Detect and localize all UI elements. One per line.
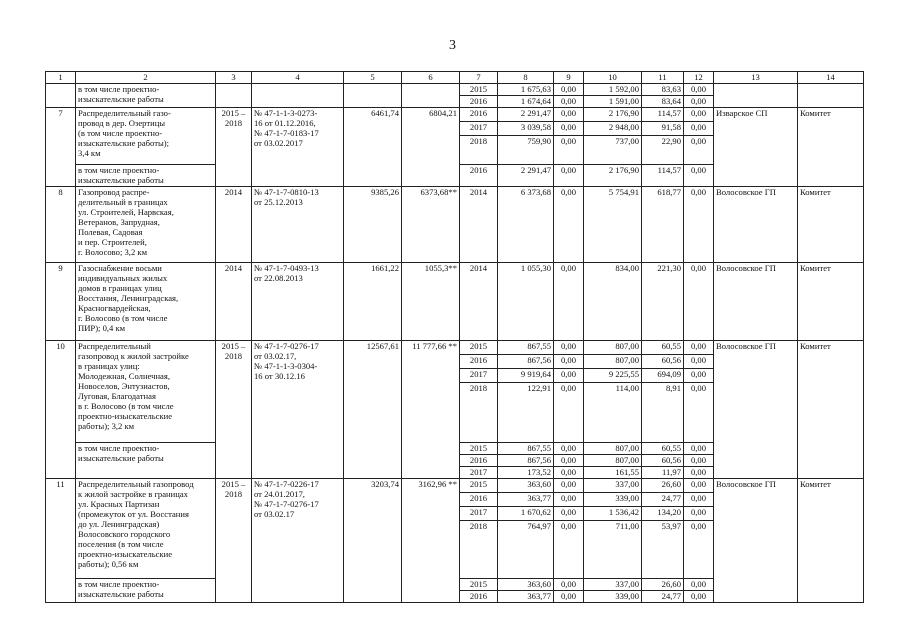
amount-cell: 1 670,62 (498, 507, 554, 521)
amount-cell: 0,00 (554, 165, 584, 187)
year-cell: 2017 (460, 369, 498, 383)
col-header: 1 (46, 72, 76, 84)
amount-cell: 0,00 (684, 591, 714, 603)
amount-cell: 618,77 (642, 187, 684, 263)
amount-cell: 3 039,58 (498, 122, 554, 136)
amount-cell: 363,60 (498, 579, 554, 591)
executor-cell (714, 84, 798, 108)
amount-cell: 83,64 (642, 96, 684, 108)
amount-cell: 0,00 (684, 455, 714, 467)
year-cell: 2016 (460, 493, 498, 507)
amount-cell: 0,00 (684, 443, 714, 455)
executor-cell: Волосовское ГП (714, 187, 798, 263)
cost-cell: 6373,68** (402, 187, 460, 263)
col-header: 6 (402, 72, 460, 84)
cost-cell: 9385,26 (344, 187, 402, 263)
col-header: 4 (252, 72, 344, 84)
cost-cell: 11 777,66 ** (402, 341, 460, 479)
amount-cell: 339,00 (584, 591, 642, 603)
cost-cell: 12567,61 (344, 341, 402, 479)
col-header: 10 (584, 72, 642, 84)
amount-cell: 0,00 (554, 84, 584, 96)
amount-cell: 0,00 (684, 165, 714, 187)
amount-cell: 60,56 (642, 355, 684, 369)
amount-cell: 764,97 (498, 521, 554, 579)
amount-cell: 0,00 (554, 369, 584, 383)
col-header: 14 (798, 72, 864, 84)
amount-cell: 161,55 (584, 467, 642, 479)
amount-cell: 6 373,68 (498, 187, 554, 263)
year-cell: 2016 (460, 455, 498, 467)
year-cell: 2017 (460, 467, 498, 479)
amount-cell: 0,00 (554, 136, 584, 165)
item-number: 8 (46, 187, 76, 263)
amount-cell: 867,55 (498, 443, 554, 455)
amount-cell: 339,00 (584, 493, 642, 507)
amount-cell: 26,60 (642, 579, 684, 591)
cost-cell: 3162,96 ** (402, 479, 460, 603)
col-header: 13 (714, 72, 798, 84)
amount-cell: 807,00 (584, 443, 642, 455)
amount-cell: 9 919,64 (498, 369, 554, 383)
cost-cell: 1055,3** (402, 263, 460, 341)
amount-cell: 0,00 (554, 467, 584, 479)
amount-cell: 0,00 (684, 383, 714, 443)
cost-cell (344, 84, 402, 108)
year-cell: 2016 (460, 96, 498, 108)
year-cell: 2015 (460, 84, 498, 96)
amount-cell: 1 674,64 (498, 96, 554, 108)
amount-cell: 0,00 (554, 383, 584, 443)
amount-cell: 0,00 (554, 341, 584, 355)
amount-cell: 2 291,47 (498, 165, 554, 187)
description-cell: в том числе проектно- изыскательские работы (76, 579, 216, 603)
description-cell: в том числе проектно- изыскательские работы (76, 443, 216, 479)
amount-cell: 22,90 (642, 136, 684, 165)
amount-cell: 0,00 (684, 355, 714, 369)
amount-cell: 711,00 (584, 521, 642, 579)
amount-cell: 53,97 (642, 521, 684, 579)
amount-cell: 0,00 (684, 479, 714, 493)
customer-cell: Комитет (798, 479, 864, 603)
amount-cell: 2 291,47 (498, 108, 554, 122)
amount-cell: 2 948,00 (584, 122, 642, 136)
amount-cell: 1 591,00 (584, 96, 642, 108)
description-cell: Распределительный газопровод к жилой застройке в границах улиц: Молодежная, Солнечная, Новоселов, Энтузиастов, Луговая, Благодатная в г. Волосово (в том числе проектно-изыскательские работы); 3,2 км (76, 341, 216, 443)
col-header: 12 (684, 72, 714, 84)
year-cell: 2017 (460, 507, 498, 521)
customer-cell: Комитет (798, 263, 864, 341)
amount-cell: 1 675,63 (498, 84, 554, 96)
amount-cell: 0,00 (684, 187, 714, 263)
amount-cell: 0,00 (554, 263, 584, 341)
item-row (46, 263, 864, 341)
amount-cell: 2 176,90 (584, 165, 642, 187)
amount-cell: 91,58 (642, 122, 684, 136)
period-cell: 2015 – 2018 (216, 341, 252, 479)
amount-cell: 11,97 (642, 467, 684, 479)
document-cell: № 47-1-7-0276-17 от 03.02.17, № 47-1-1-3-0304- 16 от 30.12.16 (252, 341, 344, 479)
continuation-row (46, 84, 864, 96)
description-cell: Газоснабжение восьми индивидуальных жилых домов в границах улиц Восстания, Ленинградская, Красногвардейская, г. Волосово (в том числе ПИР); 0,4 км (76, 263, 216, 341)
amount-cell: 1 592,00 (584, 84, 642, 96)
item-row (46, 341, 864, 355)
cost-cell: 6461,74 (344, 108, 402, 187)
description-cell: в том числе проектно- изыскательские работы (76, 165, 216, 187)
period-cell (216, 84, 252, 108)
amount-cell: 0,00 (554, 507, 584, 521)
customer-cell: Комитет (798, 187, 864, 263)
period-cell: 2014 (216, 187, 252, 263)
cost-cell: 6804,21 (402, 108, 460, 187)
period-cell: 2015 – 2018 (216, 108, 252, 187)
col-header: 3 (216, 72, 252, 84)
amount-cell: 0,00 (684, 467, 714, 479)
amount-cell: 834,00 (584, 263, 642, 341)
amount-cell: 0,00 (684, 84, 714, 96)
amount-cell: 363,77 (498, 493, 554, 507)
cost-cell: 3203,74 (344, 479, 402, 603)
year-cell: 2015 (460, 443, 498, 455)
year-cell: 2018 (460, 383, 498, 443)
customer-cell: Комитет (798, 108, 864, 187)
year-cell: 2015 (460, 579, 498, 591)
item-number: 11 (46, 479, 76, 603)
amount-cell: 24,77 (642, 493, 684, 507)
item-number: 10 (46, 341, 76, 479)
amount-cell: 1 055,30 (498, 263, 554, 341)
document-cell: № 47-1-7-0810-13 от 25.12.2013 (252, 187, 344, 263)
description-cell: Распределительный газо- провод в дер. Озертицы (в том числе проектно- изыскательские работы); 3,4 км (76, 108, 216, 165)
amount-cell: 337,00 (584, 479, 642, 493)
amount-cell: 0,00 (684, 96, 714, 108)
amount-cell: 0,00 (684, 122, 714, 136)
year-cell: 2014 (460, 263, 498, 341)
amount-cell: 1 536,42 (584, 507, 642, 521)
amount-cell: 807,00 (584, 455, 642, 467)
customer-cell (798, 84, 864, 108)
page-number: 3 (449, 38, 456, 53)
amount-cell: 0,00 (554, 187, 584, 263)
amount-cell: 60,56 (642, 455, 684, 467)
col-header: 8 (498, 72, 554, 84)
amount-cell: 60,55 (642, 341, 684, 355)
col-header: 2 (76, 72, 216, 84)
item-number: 9 (46, 263, 76, 341)
item-row (46, 108, 864, 122)
amount-cell: 737,00 (584, 136, 642, 165)
amount-cell: 0,00 (554, 355, 584, 369)
amount-cell: 0,00 (554, 96, 584, 108)
amount-cell: 122,91 (498, 383, 554, 443)
amount-cell: 0,00 (554, 479, 584, 493)
executor-cell: Волосовское ГП (714, 479, 798, 603)
executor-cell: Изварское СП (714, 108, 798, 187)
year-cell: 2018 (460, 136, 498, 165)
amount-cell: 0,00 (554, 443, 584, 455)
year-cell: 2018 (460, 521, 498, 579)
col-header: 7 (460, 72, 498, 84)
year-cell: 2015 (460, 341, 498, 355)
amount-cell: 26,60 (642, 479, 684, 493)
executor-cell: Волосовское ГП (714, 263, 798, 341)
document-cell (252, 84, 344, 108)
amount-cell: 807,00 (584, 341, 642, 355)
amount-cell: 114,00 (584, 383, 642, 443)
item-row (46, 479, 864, 493)
amount-cell: 173,52 (498, 467, 554, 479)
year-cell: 2017 (460, 122, 498, 136)
amount-cell: 0,00 (684, 263, 714, 341)
amount-cell: 60,55 (642, 443, 684, 455)
description-cell: в том числе проектно- изыскательские работы (76, 84, 216, 108)
amount-cell: 0,00 (684, 521, 714, 579)
item-number: 7 (46, 108, 76, 187)
description-cell: Газопровод распре- делительный в границах ул. Строителей, Нарвская, Ветеранов, Запрудная, Полевая, Садовая и пер. Строителей, г. Волосово; 3,2 км (76, 187, 216, 263)
amount-cell: 759,90 (498, 136, 554, 165)
amount-cell: 0,00 (554, 122, 584, 136)
amount-cell: 0,00 (554, 455, 584, 467)
year-cell: 2016 (460, 591, 498, 603)
item-row (46, 187, 864, 263)
year-cell: 2016 (460, 108, 498, 122)
amount-cell: 8,91 (642, 383, 684, 443)
amount-cell: 0,00 (684, 108, 714, 122)
table-header-row (46, 72, 864, 84)
amount-cell: 807,00 (584, 355, 642, 369)
col-header: 5 (344, 72, 402, 84)
cost-cell: 1661,22 (344, 263, 402, 341)
amount-cell: 0,00 (554, 108, 584, 122)
amount-cell: 867,56 (498, 355, 554, 369)
amount-cell: 114,57 (642, 165, 684, 187)
amount-cell: 867,55 (498, 341, 554, 355)
amount-cell: 0,00 (684, 507, 714, 521)
document-cell: № 47-1-1-3-0273- 16 от 01.12.2016, № 47-1-7-0183-17 от 03.02.2017 (252, 108, 344, 187)
budget-table (45, 71, 864, 603)
document-cell: № 47-1-7-0226-17 от 24.01.2017, № 47-1-7-0276-17 от 03.02.17 (252, 479, 344, 603)
amount-cell: 0,00 (554, 591, 584, 603)
year-cell: 2016 (460, 165, 498, 187)
amount-cell: 0,00 (554, 521, 584, 579)
amount-cell: 0,00 (684, 369, 714, 383)
amount-cell: 9 225,55 (584, 369, 642, 383)
amount-cell: 363,77 (498, 591, 554, 603)
cost-cell (402, 84, 460, 108)
amount-cell: 363,60 (498, 479, 554, 493)
year-cell: 2015 (460, 479, 498, 493)
amount-cell: 5 754,91 (584, 187, 642, 263)
executor-cell: Волосовское ГП (714, 341, 798, 479)
amount-cell: 0,00 (684, 136, 714, 165)
amount-cell: 0,00 (554, 493, 584, 507)
amount-cell: 114,57 (642, 108, 684, 122)
col-header: 11 (642, 72, 684, 84)
document-cell: № 47-1-7-0493-13 от 22.08.2013 (252, 263, 344, 341)
year-cell: 2016 (460, 355, 498, 369)
amount-cell: 221,30 (642, 263, 684, 341)
period-cell: 2014 (216, 263, 252, 341)
amount-cell: 0,00 (554, 579, 584, 591)
period-cell: 2015 – 2018 (216, 479, 252, 603)
amount-cell: 0,00 (684, 579, 714, 591)
amount-cell: 83,63 (642, 84, 684, 96)
amount-cell: 134,20 (642, 507, 684, 521)
year-cell: 2014 (460, 187, 498, 263)
amount-cell: 337,00 (584, 579, 642, 591)
amount-cell: 24,77 (642, 591, 684, 603)
amount-cell: 694,09 (642, 369, 684, 383)
amount-cell: 2 176,90 (584, 108, 642, 122)
amount-cell: 0,00 (684, 493, 714, 507)
description-cell: Распределительный газопровод к жилой застройке в границах ул. Красных Партизан (промежуток от ул. Восстания до ул. Ленинградская) Волосовского городского поселения (в том числе проектно-изыскательские работы); 0,56 км (76, 479, 216, 579)
customer-cell: Комитет (798, 341, 864, 479)
col-header: 9 (554, 72, 584, 84)
amount-cell: 867,56 (498, 455, 554, 467)
num-cell (46, 84, 76, 108)
amount-cell: 0,00 (684, 341, 714, 355)
